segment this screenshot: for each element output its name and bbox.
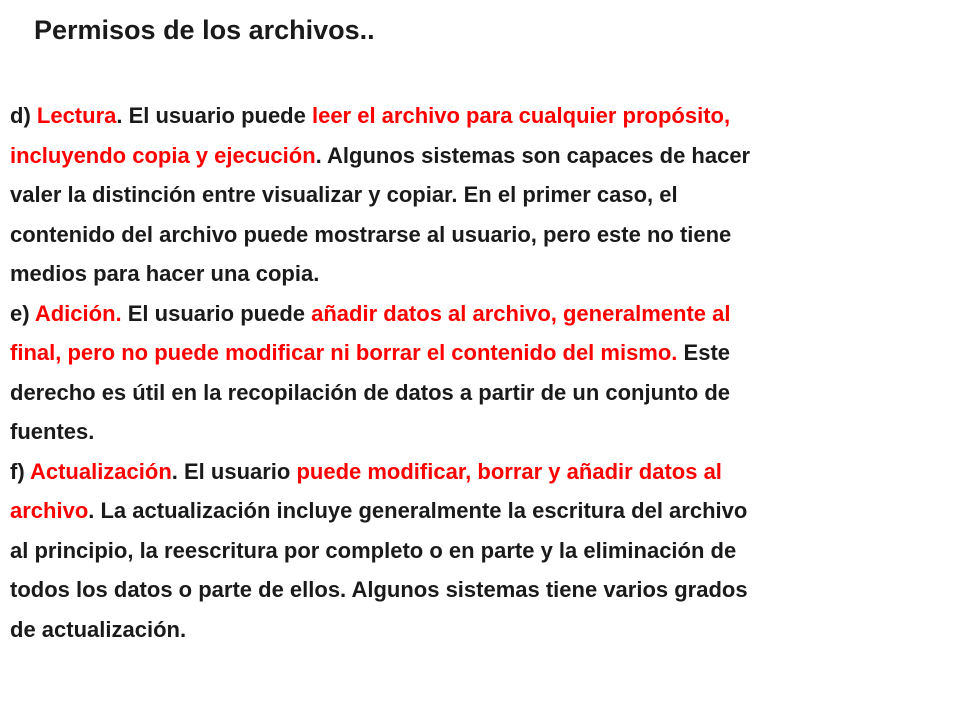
body-text: . La actualización incluye generalmente la escritura del archivo: [88, 498, 748, 523]
highlighted-text: añadir datos al archivo, generalmente al: [311, 300, 731, 326]
body-text: medios para hacer una copia.: [10, 261, 320, 286]
body-text: fuentes.: [10, 419, 95, 444]
highlighted-text: leer el archivo para cualquier propósito,: [311, 103, 731, 128]
body-text: derecho es útil en la recopilación de datos a partir de un conjunto de: [10, 379, 731, 405]
slide-title: Permisos de los archivos..: [34, 15, 375, 45]
body-text: al principio, la reescritura por completo o en parte y la eliminación de: [10, 537, 737, 563]
body-text: e): [10, 300, 35, 326]
body-text: . El usuario: [171, 458, 297, 484]
highlighted-text: incluyendo copia y ejecución: [10, 142, 316, 168]
text-line: [10, 412, 940, 452]
highlighted-text: puede modificar, borrar y añadir datos al: [296, 458, 722, 484]
body-text: f): [10, 458, 30, 484]
highlighted-text: Actualización: [29, 458, 172, 484]
body-text: . El usuario puede: [116, 103, 312, 128]
text-line: [10, 96, 940, 136]
slide-body: [10, 96, 940, 649]
highlighted-text: final, pero no puede modificar ni borrar el contenido del mismo.: [10, 340, 678, 365]
text-line: [10, 373, 940, 413]
text-line: [10, 215, 940, 255]
body-text: todos los datos o parte de ellos. Algunos sistemas tiene varios grados: [10, 577, 748, 602]
text-line: [10, 570, 940, 610]
body-text: El usuario puede: [121, 300, 312, 326]
text-line: [10, 254, 940, 294]
text-line: [10, 610, 940, 650]
text-line: [10, 452, 940, 492]
body-text: valer la distinción entre visualizar y copiar. En el primer caso, el: [10, 182, 678, 207]
highlighted-text: archivo: [10, 498, 89, 523]
body-text: Este: [677, 340, 731, 365]
body-text: . Algunos sistemas son capaces de hacer: [315, 142, 751, 168]
highlighted-text: Adición.: [34, 300, 122, 326]
highlighted-text: Lectura: [36, 103, 117, 128]
text-line: [10, 491, 940, 531]
text-line: [10, 531, 940, 571]
body-text: de actualización.: [10, 616, 187, 642]
text-line: [10, 294, 940, 334]
body-text: contenido del archivo puede mostrarse al usuario, pero este no tiene: [10, 221, 732, 247]
text-line: [10, 175, 940, 215]
body-text: d): [10, 103, 37, 128]
text-line: [10, 136, 940, 176]
text-line: [10, 333, 940, 373]
